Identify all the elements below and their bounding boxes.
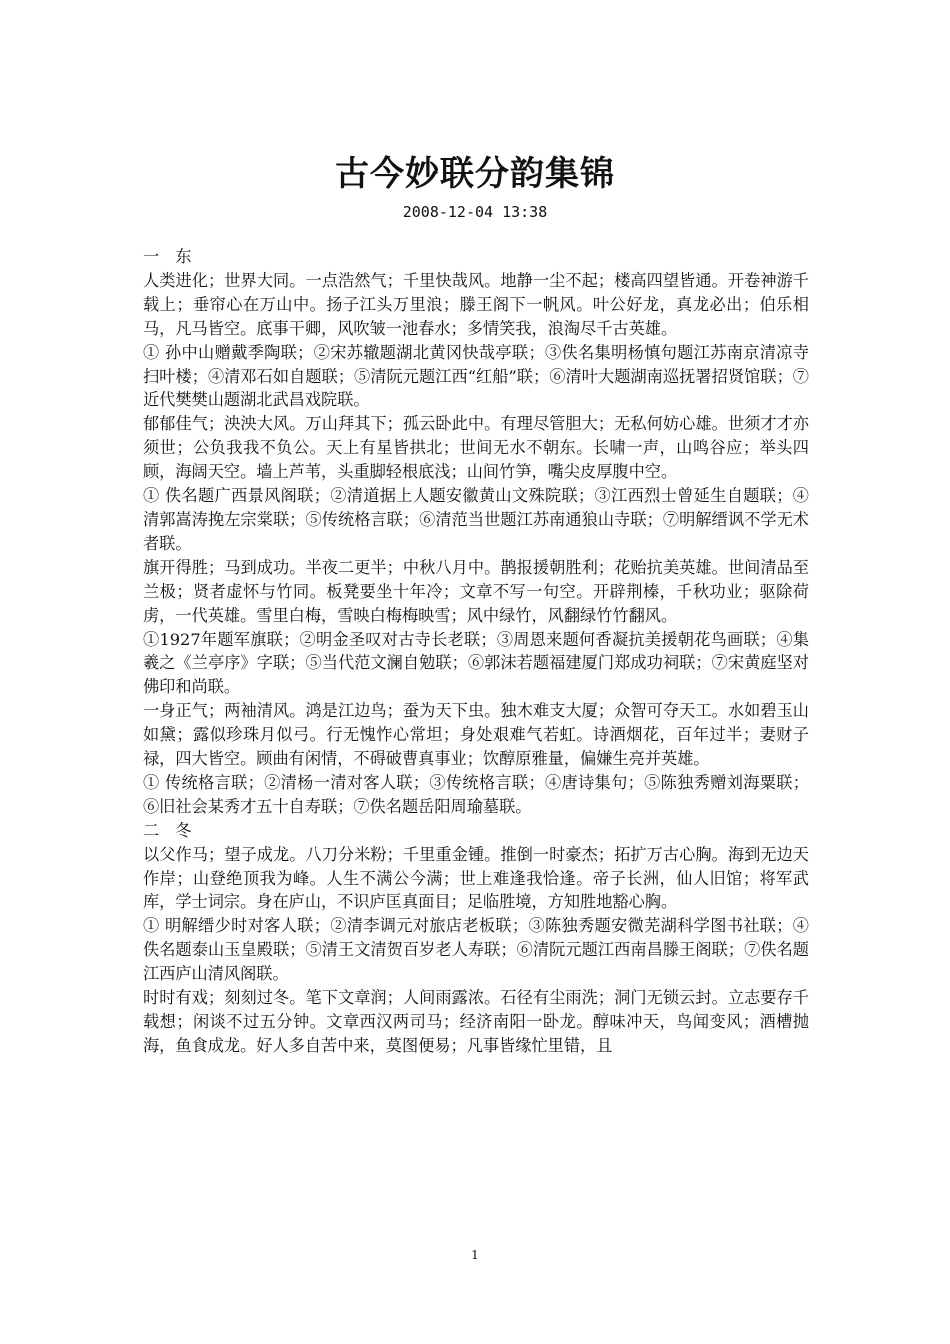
source-note-paragraph: ① 明解缙少时对客人联；②清李调元对旅店老板联；③陈独秀题安微芜湖科学图书社联；④佚名题泰山玉皇殿联；⑤清王文清贺百岁老人寿联；⑥清阮元题江西南昌滕王阁联；⑦佚名题江西庐山清风阁联。	[143, 916, 809, 984]
document-body	[143, 245, 809, 1058]
source-note-paragraph: ①1927年题军旗联；②明金圣叹对古寺长老联；③周恩来题何香凝抗美援朝花鸟画联；④集羲之《兰亭序》字联；⑤当代范文澜自勉联；⑥郭沫若题福建厦门郑成功祠联；⑦宋黄庭坚对佛印和尚联。	[143, 629, 809, 697]
couplet-paragraph: 时时有戏；刻刻过冬。笔下文章润；人间雨露浓。石径有尘雨洗；洞门无锁云封。立志要存千载想；闲谈不过五分钟。文章西汉两司马；经济南阳一卧龙。醇味冲天，鸟闻变风；酒槽抛海，鱼食成龙。好人多自苦中来，莫图便易；凡事皆缘忙里错，且	[143, 988, 809, 1055]
document-date: 2008-12-04 13:38	[402, 203, 548, 221]
source-note-paragraph: ① 佚名题广西景风阁联；②清道据上人题安徽黄山文殊院联；③江西烈士曾延生自题联；④清郭嵩涛挽左宗棠联；⑤传统格言联；⑥清范当世题江苏南通狼山寺联；⑦明解缙讽不学无术者联。	[143, 486, 809, 553]
page-number: 1	[471, 1248, 479, 1262]
source-note-paragraph: ① 传统格言联；②清杨一清对客人联；③传统格言联；④唐诗集句；⑤陈独秀赠刘海粟联；⑥旧社会某秀才五十自寿联；⑦佚名题岳阳周瑜墓联。	[143, 772, 809, 816]
couplet-paragraph: 一身正气；两袖清风。鸿是江边鸟；蚕为天下虫。独木难支大厦；众智可夺天工。水如碧玉山如黛；露似珍珠月似弓。行无愧怍心常坦；身处艰难气若虹。诗酒烟花，百年过半；妻财子禄，四大皆空。顾曲有闲情，不碍破曹真事业；饮醇原雅量，偏嫌生亮并英雄。	[143, 701, 809, 769]
couplet-paragraph: 郁郁佳气；泱泱大风。万山拜其下；孤云卧此中。有理尽管胆大；无私何妨心雄。世须才才亦须世；公负我我不负公。天上有星皆拱北；世间无水不朝东。长啸一声，山鸣谷应；举头四顾，海阔天空。墙上芦苇，头重脚轻根底浅；山间竹笋，嘴尖皮厚腹中空。	[143, 414, 809, 482]
section-heading: 二 冬	[143, 820, 192, 840]
document-title: 古今妙联分韵集锦	[335, 154, 615, 194]
couplet-paragraph: 旗开得胜；马到成功。半夜二更半；中秋八月中。鹊报援朝胜利；花贻抗美英雄。世间清品至兰极；贤者虚怀与竹同。板凳要坐十年冷；文章不写一句空。开辟荆榛，千秋功业；驱除荷虏，一代英雄。雪里白梅，雪映白梅梅映雪；风中绿竹，风翻绿竹竹翻风。	[143, 557, 809, 625]
source-note-paragraph: ① 孙中山赠戴季陶联；②宋苏辙题湖北黄冈快哉亭联；③佚名集明杨慎句题江苏南京清凉寺扫叶楼；④清邓石如自题联；⑤清阮元题江西“红船”联；⑥清叶大题湖南巡抚署招贤馆联；⑦近代樊樊山题湖北武昌戏院联。	[143, 342, 809, 410]
couplet-paragraph: 人类进化；世界大同。一点浩然气；千里快哉风。地静一尘不起；楼高四望皆通。开卷神游千载上；垂帘心在万山中。扬子江头万里浪；滕王阁下一帆风。叶公好龙，真龙必出；伯乐相马，凡马皆空。底事干卿，风吹皱一池春水；多情笑我，浪淘尽千古英雄。	[143, 270, 809, 338]
section-heading: 一 东	[143, 247, 192, 266]
couplet-paragraph: 以父作马；望子成龙。八刀分米粉；千里重金锺。推倒一时豪杰；拓扩万古心胸。海到无边天作岸；山登绝顶我为峰。人生不满公今满；世上难逢我恰逢。帝子长洲，仙人旧馆；将军武库，学士词宗。身在庐山，不识庐匡真面目；足临胜境，方知胜地豁心胸。	[143, 844, 809, 912]
